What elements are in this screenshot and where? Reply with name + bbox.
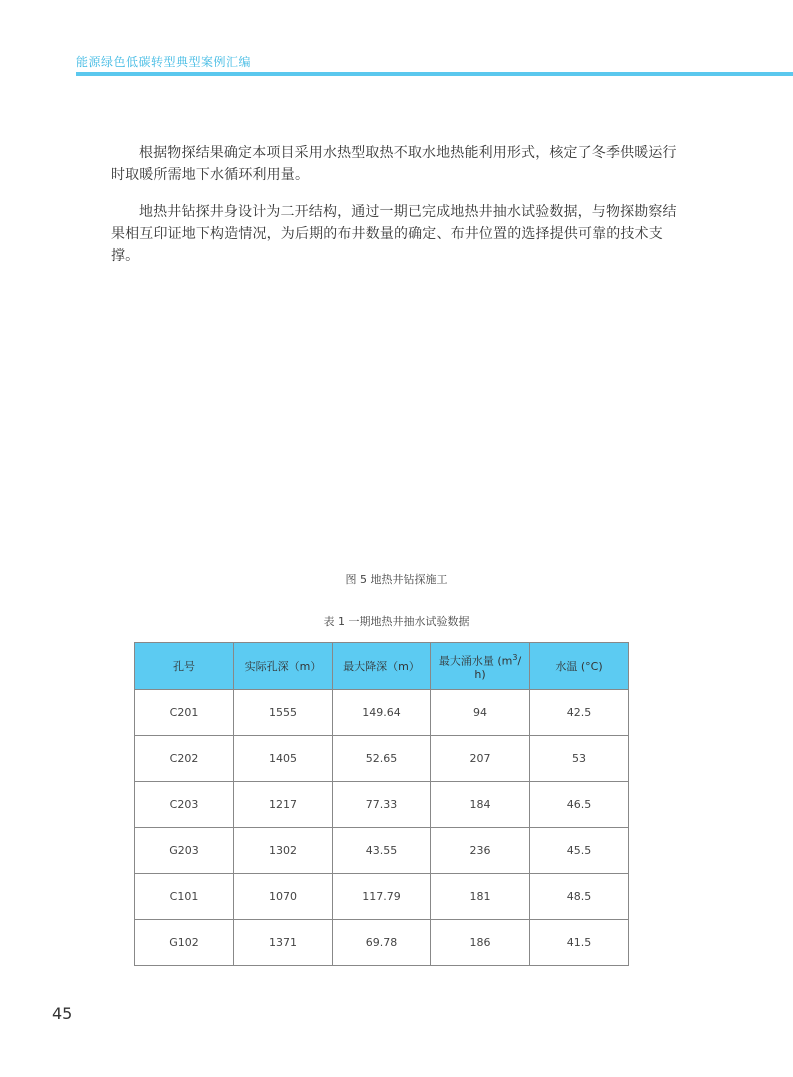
pumping-test-table <box>134 642 629 966</box>
cell-depth: 1217 <box>234 782 333 828</box>
cell-depth: 1371 <box>234 920 333 966</box>
body-paragraph-1: 根据物探结果确定本项目采用水热型取热不取水地热能利用形式，核定了冬季供暖运行时取暖所需地下水循环利用量。 <box>111 145 677 183</box>
header-flow-prefix: 最大涌水量 (m <box>438 654 513 668</box>
header-temp: 水温 (°C) <box>530 643 629 690</box>
cell-temp: 42.5 <box>530 690 629 736</box>
table-row <box>135 874 629 920</box>
cell-drawdown: 52.65 <box>333 736 431 782</box>
cell-hole: C101 <box>135 874 234 920</box>
cell-drawdown: 69.78 <box>333 920 431 966</box>
cell-flow: 207 <box>431 736 530 782</box>
page-number: 45 <box>52 1004 73 1023</box>
cell-drawdown: 117.79 <box>333 874 431 920</box>
cell-hole: C202 <box>135 736 234 782</box>
cell-flow: 186 <box>431 920 530 966</box>
cell-temp: 48.5 <box>530 874 629 920</box>
table-row <box>135 782 629 828</box>
table-row <box>135 920 629 966</box>
cell-drawdown: 77.33 <box>333 782 431 828</box>
body-paragraph-2: 地热井钻探井身设计为二开结构，通过一期已完成地热井抽水试验数据，与物探勘察结果相互印证地下构造情况，为后期的布井数量的确定、布井位置的选择提供可靠的技术支撑。 <box>111 204 677 264</box>
cell-flow: 181 <box>431 874 530 920</box>
cell-temp: 46.5 <box>530 782 629 828</box>
table-row <box>135 736 629 782</box>
cell-depth: 1555 <box>234 690 333 736</box>
figure-caption: 图 5 地热井钻探施工 <box>345 573 448 586</box>
header-flow <box>431 643 530 690</box>
header-depth: 实际孔深（m） <box>234 643 333 690</box>
table-header-row <box>135 643 629 690</box>
table-row <box>135 828 629 874</box>
running-header-title: 能源绿色低碳转型典型案例汇编 <box>76 55 252 69</box>
cell-hole: C201 <box>135 690 234 736</box>
header-drawdown: 最大降深（m） <box>333 643 431 690</box>
header-flow-suffix: / h) <box>474 654 522 681</box>
header-accent-bar <box>76 72 793 76</box>
header-hole: 孔号 <box>135 643 234 690</box>
cell-temp: 41.5 <box>530 920 629 966</box>
table-row <box>135 690 629 736</box>
cell-depth: 1405 <box>234 736 333 782</box>
cell-depth: 1070 <box>234 874 333 920</box>
cell-hole: C203 <box>135 782 234 828</box>
cell-depth: 1302 <box>234 828 333 874</box>
cell-flow: 184 <box>431 782 530 828</box>
cell-hole: G203 <box>135 828 234 874</box>
cell-flow: 94 <box>431 690 530 736</box>
header-flow-sup: 3 <box>512 653 518 663</box>
cell-hole: G102 <box>135 920 234 966</box>
cell-temp: 45.5 <box>530 828 629 874</box>
cell-drawdown: 43.55 <box>333 828 431 874</box>
cell-flow: 236 <box>431 828 530 874</box>
table-caption: 表 1 一期地热井抽水试验数据 <box>323 615 470 628</box>
cell-drawdown: 149.64 <box>333 690 431 736</box>
cell-temp: 53 <box>530 736 629 782</box>
